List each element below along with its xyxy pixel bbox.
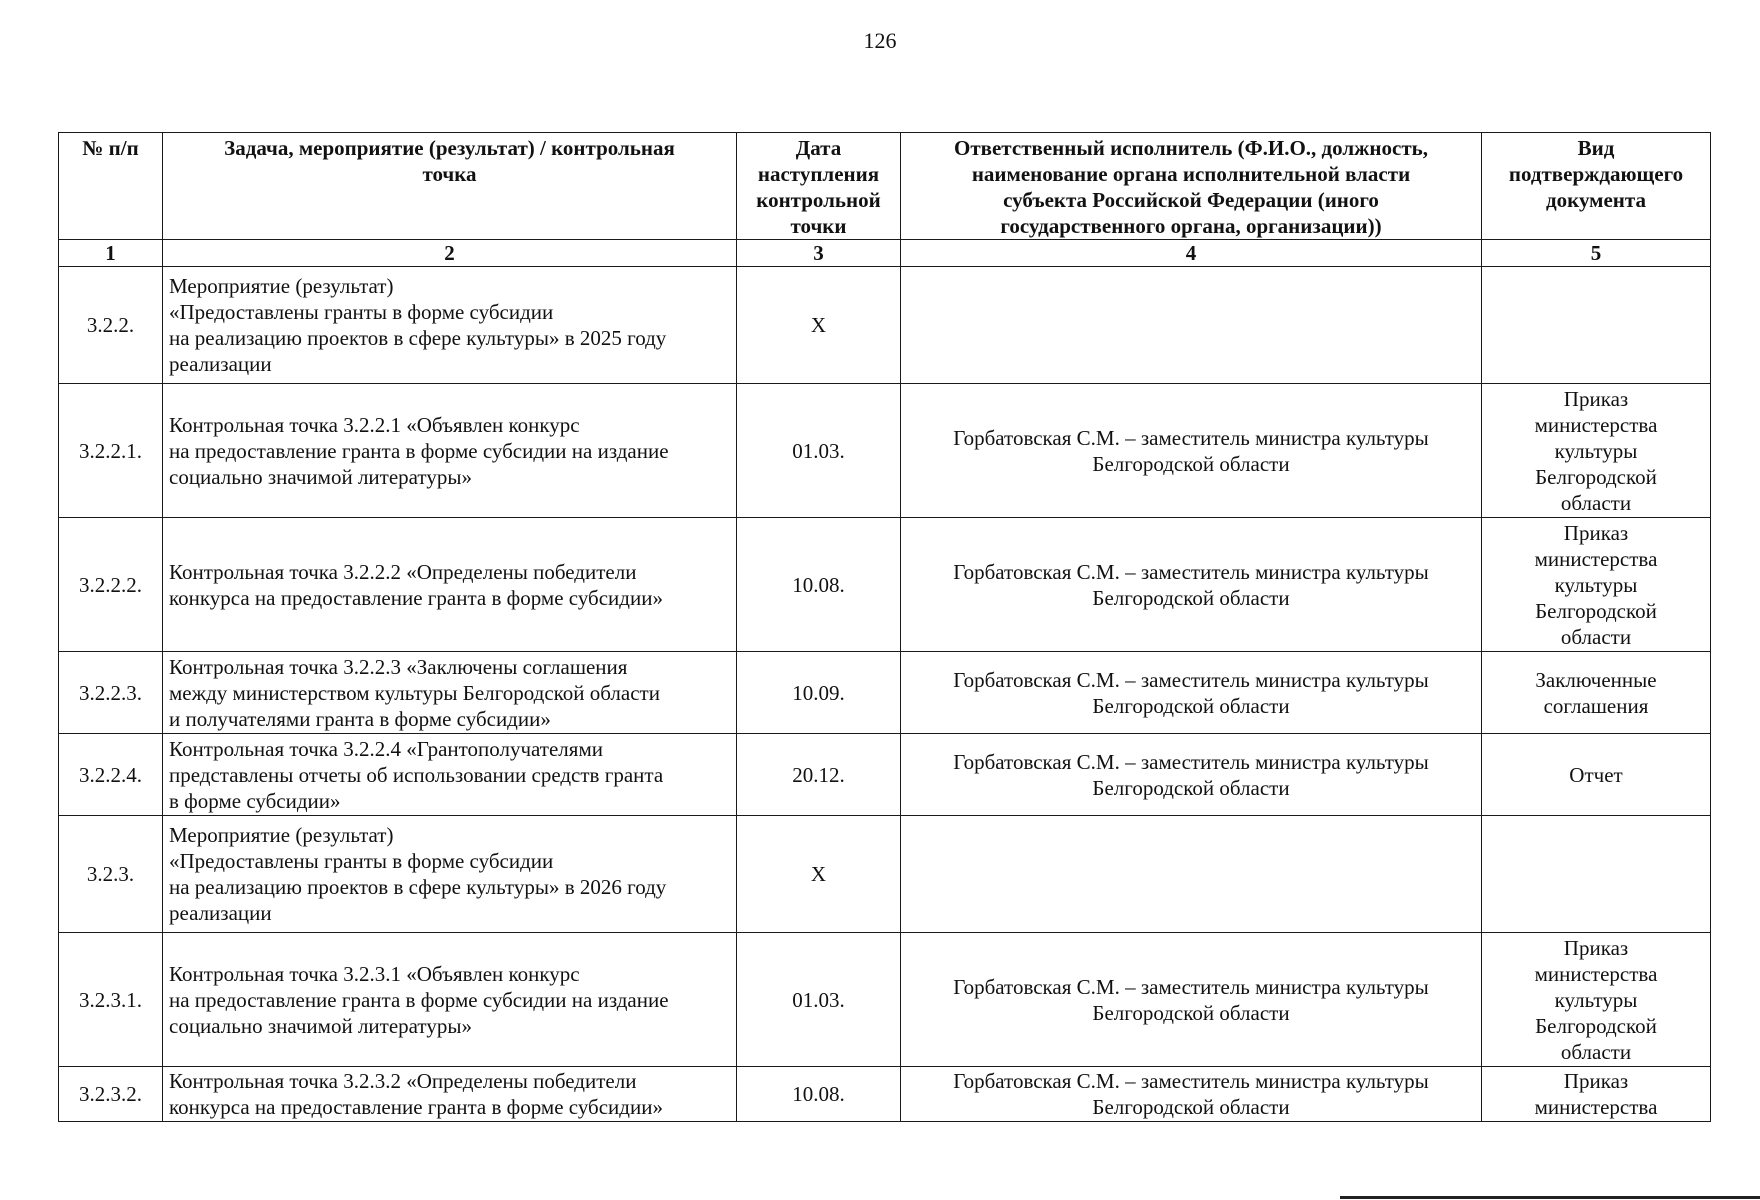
- row-task: Контрольная точка 3.2.2.2 «Определены победители конкурса на предоставление гранта в форме субсидии»: [163, 518, 737, 652]
- table-row: [59, 734, 1711, 816]
- table-row: [59, 816, 1711, 933]
- table-row: [59, 1067, 1711, 1122]
- row-responsible: [901, 267, 1482, 384]
- row-number: 3.2.2.3.: [59, 652, 163, 734]
- page-number: 126: [863, 28, 897, 53]
- table-row: [59, 384, 1711, 518]
- row-number: 3.2.3.2.: [59, 1067, 163, 1122]
- header-number: № п/п: [59, 133, 163, 240]
- column-number: 2: [163, 240, 737, 267]
- row-date: Х: [737, 816, 901, 933]
- row-date: 01.03.: [737, 384, 901, 518]
- row-responsible: Горбатовская С.М. – заместитель министра культуры Белгородской области: [901, 518, 1482, 652]
- row-date: Х: [737, 267, 901, 384]
- row-task: Контрольная точка 3.2.2.4 «Грантополучателями представлены отчеты об использовании средств гранта в форме субсидии»: [163, 734, 737, 816]
- row-document: [1482, 267, 1711, 384]
- header-task: Задача, мероприятие (результат) / контрольная точка: [163, 133, 737, 240]
- row-document: Приказ министерства культуры Белгородской области: [1482, 384, 1711, 518]
- row-document: Приказ министерства: [1482, 1067, 1711, 1122]
- row-responsible: Горбатовская С.М. – заместитель министра культуры Белгородской области: [901, 734, 1482, 816]
- row-document: Приказ министерства культуры Белгородской области: [1482, 933, 1711, 1067]
- table-row: [59, 267, 1711, 384]
- row-date: 10.09.: [737, 652, 901, 734]
- row-document: Заключенные соглашения: [1482, 652, 1711, 734]
- row-responsible: Горбатовская С.М. – заместитель министра культуры Белгородской области: [901, 384, 1482, 518]
- row-date: 01.03.: [737, 933, 901, 1067]
- table-row: [59, 652, 1711, 734]
- row-number: 3.2.2.4.: [59, 734, 163, 816]
- table-row: [59, 518, 1711, 652]
- row-number: 3.2.2.2.: [59, 518, 163, 652]
- row-date: 10.08.: [737, 1067, 901, 1122]
- row-responsible: Горбатовская С.М. – заместитель министра культуры Белгородской области: [901, 652, 1482, 734]
- row-responsible: [901, 816, 1482, 933]
- row-task: Мероприятие (результат) «Предоставлены гранты в форме субсидии на реализацию проектов в сфере культуры» в 2026 году реализации: [163, 816, 737, 933]
- row-document: Отчет: [1482, 734, 1711, 816]
- row-task: Мероприятие (результат) «Предоставлены гранты в форме субсидии на реализацию проектов в сфере культуры» в 2025 году реализации: [163, 267, 737, 384]
- row-document: [1482, 816, 1711, 933]
- row-number: 3.2.2.1.: [59, 384, 163, 518]
- row-task: Контрольная точка 3.2.3.2 «Определены победители конкурса на предоставление гранта в форме субсидии»: [163, 1067, 737, 1122]
- row-number: 3.2.3.: [59, 816, 163, 933]
- row-number: 3.2.2.: [59, 267, 163, 384]
- column-number: 4: [901, 240, 1482, 267]
- table-header-row: [59, 133, 1711, 240]
- row-task: Контрольная точка 3.2.2.3 «Заключены соглашения между министерством культуры Белгородской области и получателями гранта в форме субсидии»: [163, 652, 737, 734]
- row-document: Приказ министерства культуры Белгородской области: [1482, 518, 1711, 652]
- header-responsible: Ответственный исполнитель (Ф.И.О., должность, наименование органа исполнительной власти субъекта Российской Федерации (иного государственного органа, организации)): [901, 133, 1482, 240]
- row-responsible: Горбатовская С.М. – заместитель министра культуры Белгородской области: [901, 933, 1482, 1067]
- row-date: 20.12.: [737, 734, 901, 816]
- row-task: Контрольная точка 3.2.2.1 «Объявлен конкурс на предоставление гранта в форме субсидии на издание социально значимой литературы»: [163, 384, 737, 518]
- column-number: 1: [59, 240, 163, 267]
- row-number: 3.2.3.1.: [59, 933, 163, 1067]
- row-responsible: Горбатовская С.М. – заместитель министра культуры Белгородской области: [901, 1067, 1482, 1122]
- control-points-table: [58, 132, 1711, 1122]
- column-number: 5: [1482, 240, 1711, 267]
- column-number-row: [59, 240, 1711, 267]
- header-document: Вид подтверждающего документа: [1482, 133, 1711, 240]
- scan-edge-line: [1340, 1196, 1760, 1199]
- table-row: [59, 933, 1711, 1067]
- row-task: Контрольная точка 3.2.3.1 «Объявлен конкурс на предоставление гранта в форме субсидии на издание социально значимой литературы»: [163, 933, 737, 1067]
- row-date: 10.08.: [737, 518, 901, 652]
- header-date: Дата наступления контрольной точки: [737, 133, 901, 240]
- column-number: 3: [737, 240, 901, 267]
